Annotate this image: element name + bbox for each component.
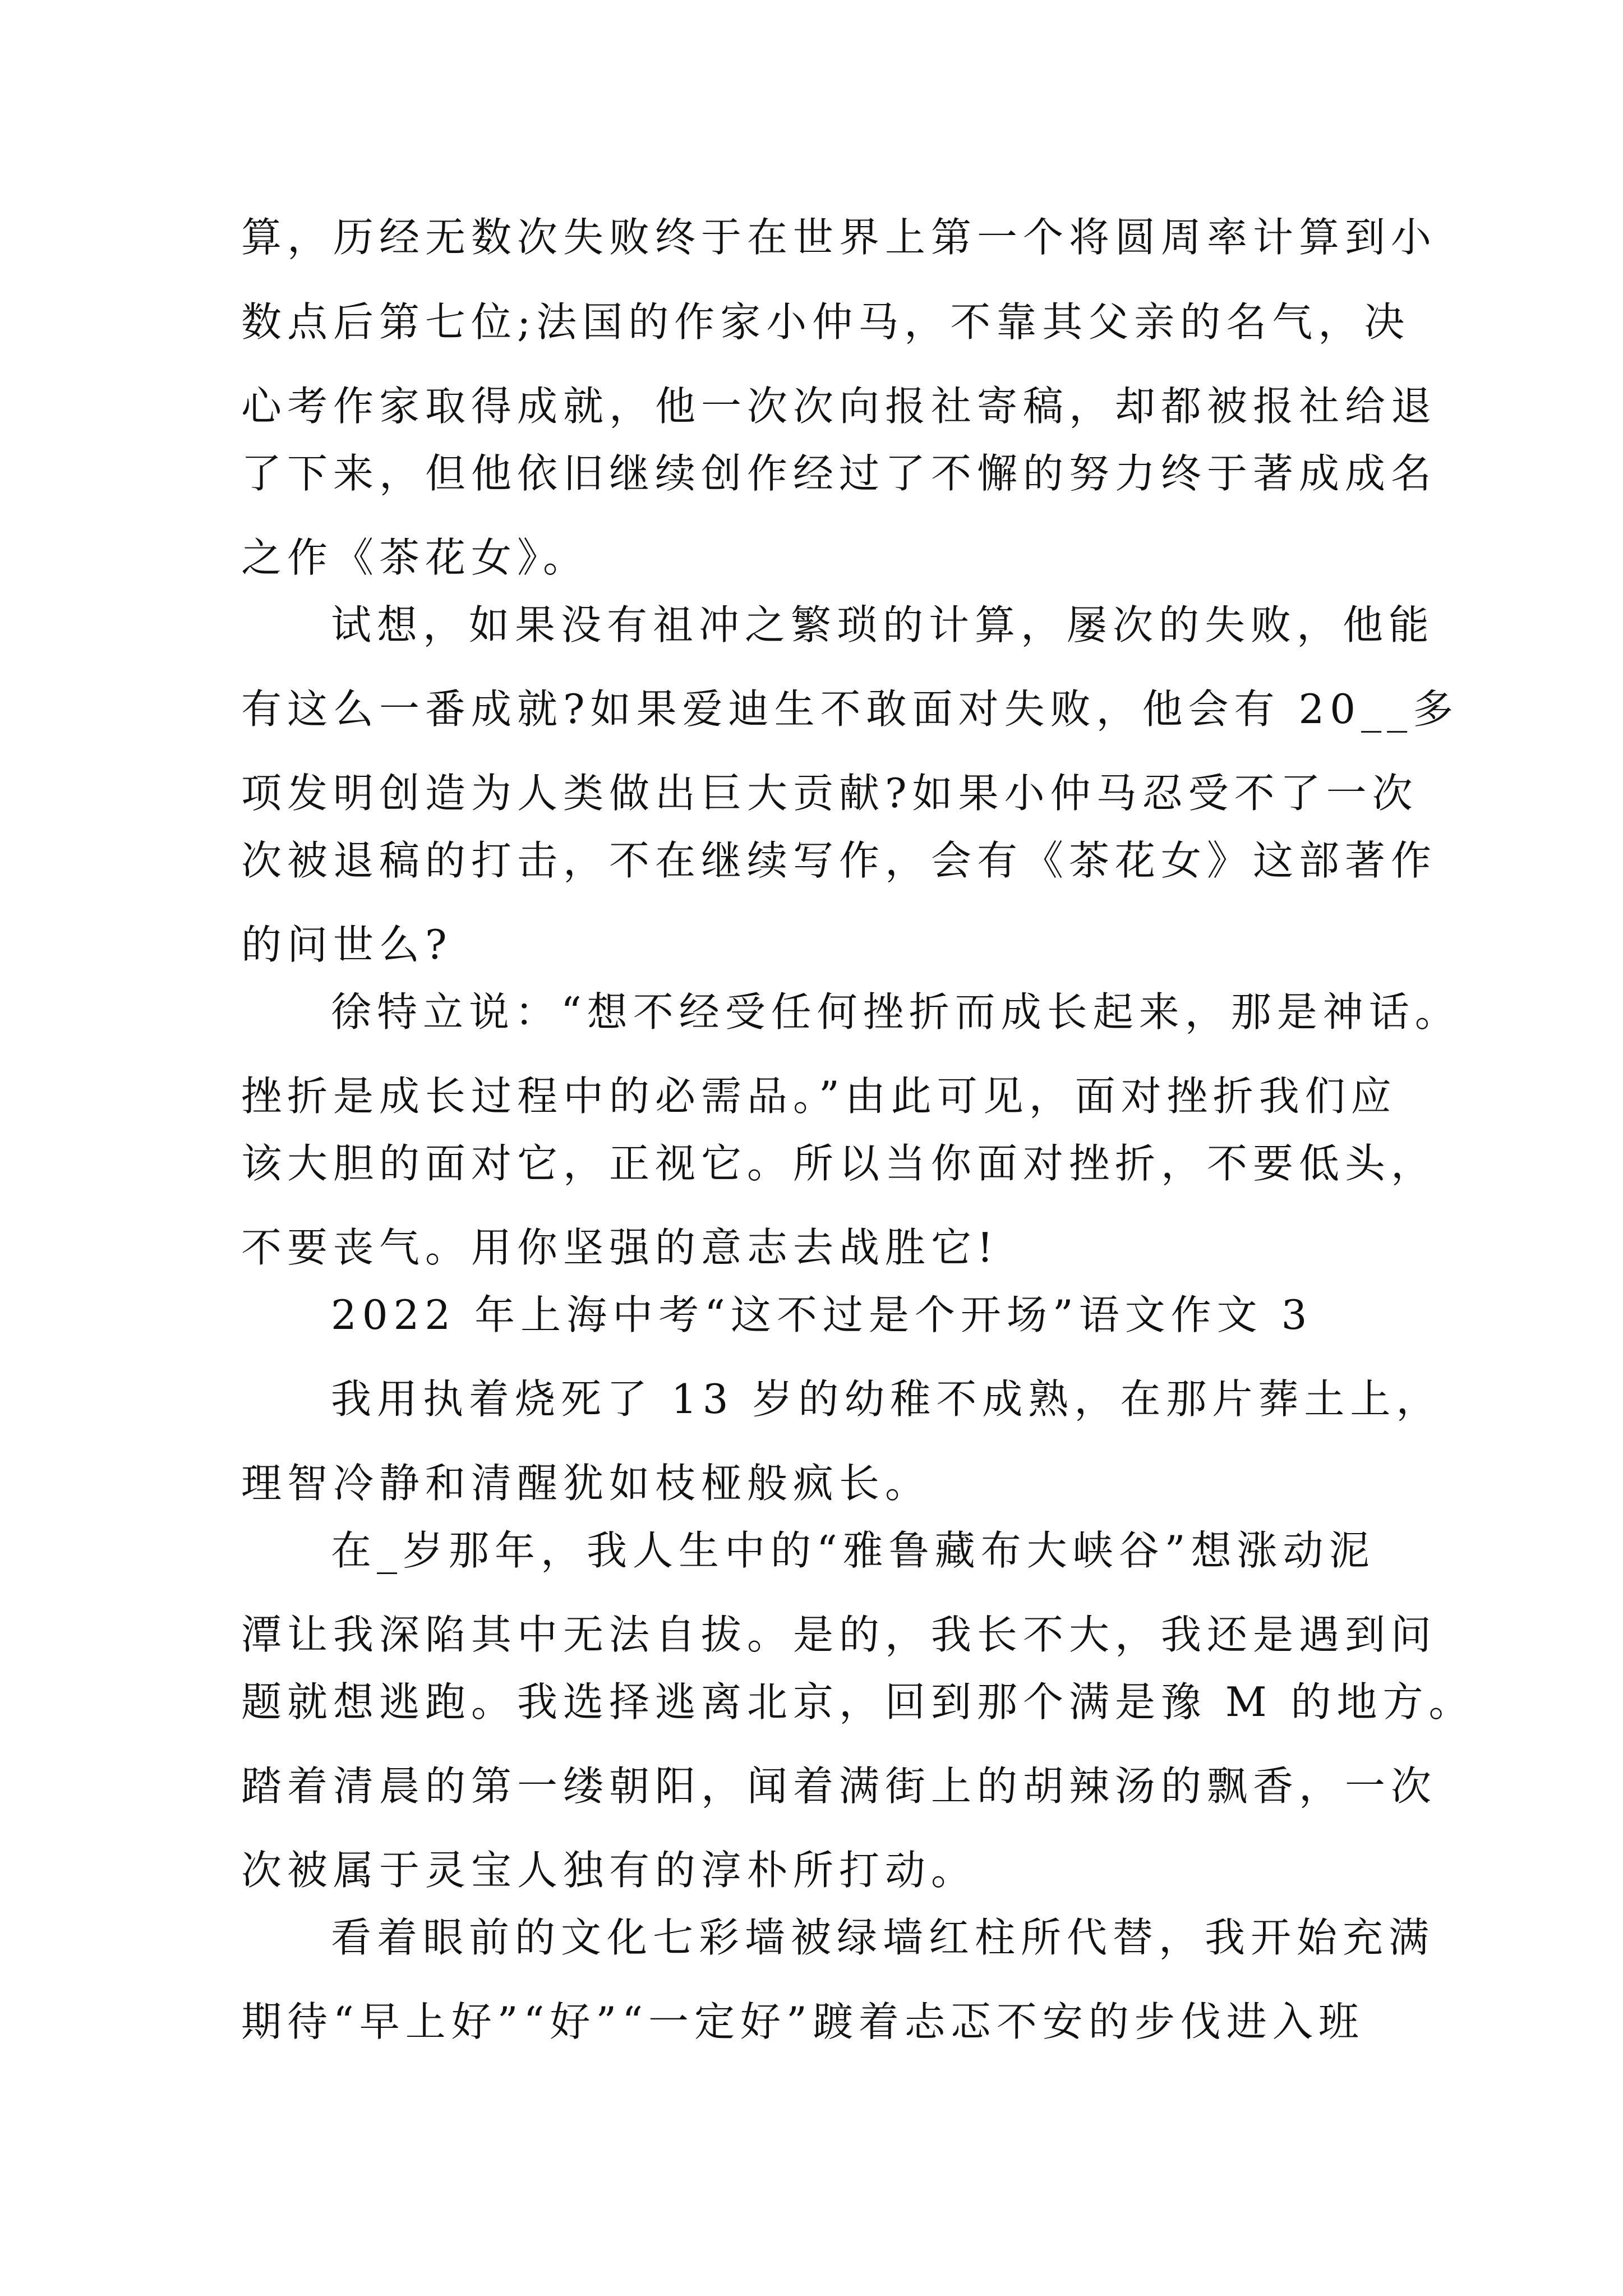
section-heading: 2022 年上海中考“这不过是个开场”语文作文 3 <box>331 1291 1313 1338</box>
text-line: 数点后第七位;法国的作家小仲马，不靠其父亲的名气，决 <box>241 298 1410 346</box>
text-line: 不要丧气。用你坚强的意志去战胜它! <box>241 1224 999 1271</box>
text-line: 心考作家取得成就，他一次次向报社寄稿，却都被报社给退 <box>241 383 1437 430</box>
text-line: 项发明创造为人类做出巨大贡献?如果小仲马忍受不了一次 <box>241 770 1418 817</box>
paragraph-start-line: 在_岁那年，我人生中的“雅鲁藏布大峡谷”想涨动泥 <box>331 1527 1375 1574</box>
paragraph-start-line: 徐特立说：“想不经受任何挫折而成长起来，那是神话。 <box>331 988 1461 1036</box>
text-line: 有这么一番成就?如果爱迪生不敢面对失败，他会有 20__多 <box>241 685 1459 733</box>
text-line: 理智冷静和清醒犹如枝桠般疯长。 <box>241 1460 932 1507</box>
text-line: 题就想逃跑。我选择逃离北京，回到那个满是豫 M 的地方。 <box>241 1678 1475 1726</box>
paragraph-start-line: 试想，如果没有祖冲之繁琐的计算，屡次的失败，他能 <box>331 601 1435 648</box>
text-line: 期待“早上好”“好”“一定好”踱着忐忑不安的步伐进入班 <box>241 1998 1364 2045</box>
text-line: 了下来，但他依旧继续创作经过了不懈的努力终于著成成名 <box>241 450 1437 497</box>
paragraph-start-line: 看着眼前的文化七彩墙被绿墙红柱所代替，我开始充满 <box>331 1914 1435 1961</box>
text-line: 算，历经无数次失败终于在世界上第一个将圆周率计算到小 <box>241 214 1437 261</box>
text-line: 挫折是成长过程中的必需品。”由此可见，面对挫折我们应 <box>241 1073 1397 1120</box>
text-line: 该大胆的面对它，正视它。所以当你面对挫折，不要低头， <box>241 1140 1437 1187</box>
text-line: 潭让我深陷其中无法自拔。是的，我长不大，我还是遇到问 <box>241 1611 1437 1658</box>
text-line: 之作《茶花女》。 <box>241 534 589 581</box>
text-line: 的问世么? <box>241 921 453 968</box>
text-line: 次被退稿的打击，不在继续写作，会有《茶花女》这部著作 <box>241 837 1437 884</box>
text-line: 次被属于灵宝人独有的淳朴所打动。 <box>241 1847 978 1894</box>
paragraph-start-line: 我用执着烧死了 13 岁的幼稚不成熟，在那片葬土上， <box>331 1375 1442 1423</box>
text-line: 踏着清晨的第一缕朝阳，闻着满街上的胡辣汤的飘香，一次 <box>241 1763 1437 1810</box>
